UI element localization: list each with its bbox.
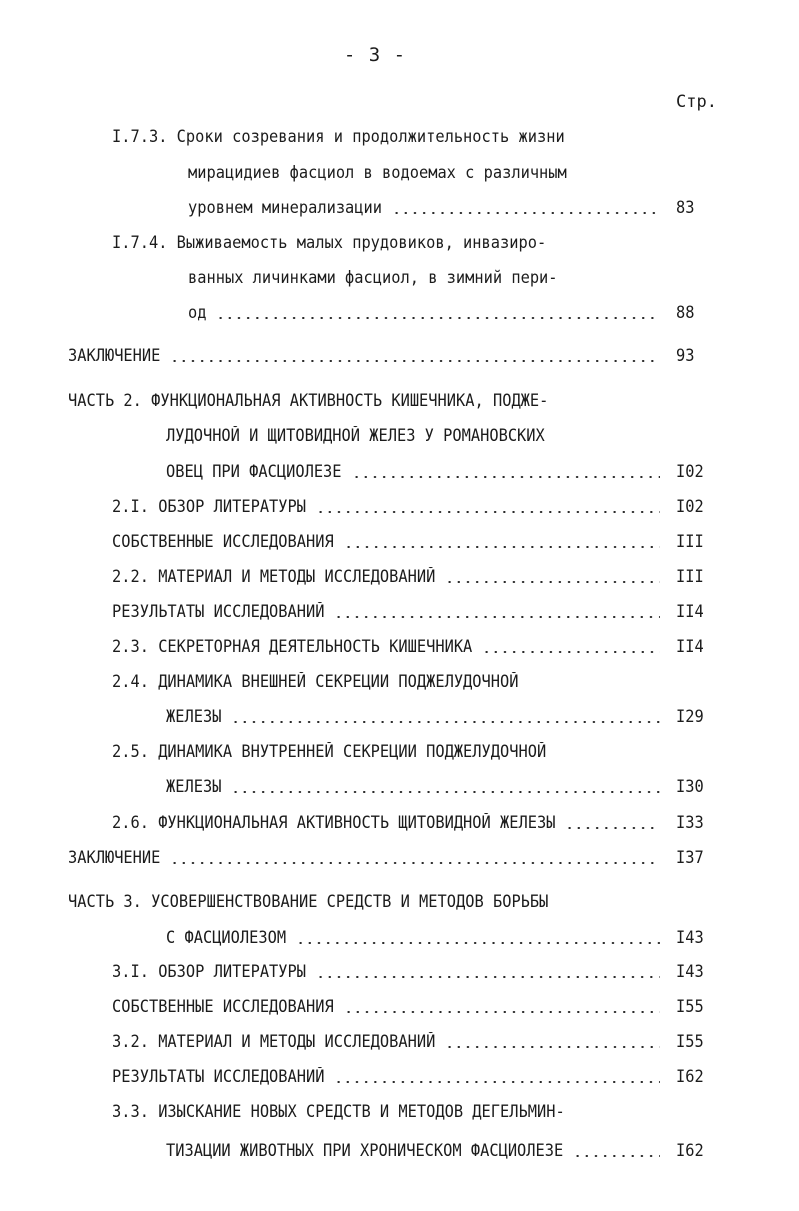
toc-entry-title: мирацидиев фасциол в водоемах с различным: [188, 163, 567, 182]
dot-leader: [231, 721, 660, 723]
dot-leader: [231, 791, 660, 793]
toc-entry-page: I30: [676, 777, 704, 796]
dot-leader: [565, 827, 660, 829]
dot-leader: [334, 616, 660, 618]
toc-entry-title: ЗАКЛЮЧЕНИЕ: [68, 848, 161, 867]
dot-leader: [573, 1155, 660, 1157]
toc-entry-title: ЖЕЛЕЗЫ: [166, 707, 222, 726]
toc-entry-page: II4: [676, 602, 704, 621]
toc-entry-title: ТИЗАЦИИ ЖИВОТНЫХ ПРИ ХРОНИЧЕСКОМ ФАСЦИОЛЕЗЕ: [166, 1141, 564, 1160]
toc-entry-title: 2.3. СЕКРЕТОРНАЯ ДЕЯТЕЛЬНОСТЬ КИШЕЧНИКА: [112, 637, 473, 656]
toc-entry-title: ЧАСТЬ 2. ФУНКЦИОНАЛЬНАЯ АКТИВНОСТЬ КИШЕЧНИКА, ПОДЖЕ-: [68, 391, 549, 410]
toc-entry-page: I29: [676, 707, 704, 726]
dot-leader: [445, 581, 660, 583]
dot-leader: [482, 651, 660, 653]
dot-leader: [316, 976, 660, 978]
toc-entry-title: РЕЗУЛЬТАТЫ ИССЛЕДОВАНИЙ: [112, 1067, 325, 1086]
toc-entry-page: 93: [676, 346, 695, 365]
page-column-label: Стр.: [676, 92, 717, 112]
toc-entry-title: 2.I. ОБЗОР ЛИТЕРАТУРЫ: [112, 497, 307, 516]
toc-entry-page: I43: [676, 962, 704, 981]
toc-entry-page: I02: [676, 462, 704, 481]
toc-entry-title: 3.2. МАТЕРИАЛ И МЕТОДЫ ИССЛЕДОВАНИЙ: [112, 1032, 436, 1051]
toc-entry-page: I55: [676, 997, 704, 1016]
toc-entry-title: 2.4. ДИНАМИКА ВНЕШНЕЙ СЕКРЕЦИИ ПОДЖЕЛУДОЧНОЙ: [112, 672, 519, 691]
dot-leader: [392, 212, 660, 214]
toc-entry-title: ЧАСТЬ 3. УСОВЕРШЕНСТВОВАНИЕ СРЕДСТВ И МЕТОДОВ БОРЬБЫ: [68, 892, 549, 911]
toc-entry-title: С ФАСЦИОЛЕЗОМ: [166, 928, 287, 947]
toc-entry-title: ванных личинками фасциол, в зимний пери-: [188, 268, 558, 287]
toc-entry-page: I37: [676, 848, 704, 867]
toc-entry-title: од: [188, 303, 207, 322]
toc-entry-title: СОБСТВЕННЫЕ ИССЛЕДОВАНИЯ: [112, 532, 334, 551]
page-number: - 3 -: [343, 44, 407, 66]
dot-leader: [170, 360, 660, 362]
toc-entry-page: I43: [676, 928, 704, 947]
dot-leader: [170, 862, 660, 864]
dot-leader: [344, 1011, 660, 1013]
toc-entry-title: СОБСТВЕННЫЕ ИССЛЕДОВАНИЯ: [112, 997, 334, 1016]
toc-entry-page: I33: [676, 813, 704, 832]
toc-entry-page: I02: [676, 497, 704, 516]
toc-entry-title: 3.3. ИЗЫСКАНИЕ НОВЫХ СРЕДСТВ И МЕТОДОВ ДЕГЕЛЬМИН-: [112, 1102, 565, 1121]
dot-leader: [316, 511, 660, 513]
toc-entry-page: III: [676, 532, 704, 551]
dot-leader: [216, 317, 660, 319]
toc-entry-title: 2.2. МАТЕРИАЛ И МЕТОДЫ ИССЛЕДОВАНИЙ: [112, 567, 436, 586]
toc-entry-title: уровнем минерализации: [188, 198, 383, 217]
toc-entry-title: ЛУДОЧНОЙ И ЩИТОВИДНОЙ ЖЕЛЕЗ У РОМАНОВСКИХ: [166, 426, 545, 445]
toc-entry-title: 2.6. ФУНКЦИОНАЛЬНАЯ АКТИВНОСТЬ ЩИТОВИДНОЙ ЖЕЛЕЗЫ: [112, 813, 556, 832]
toc-entry-title: ОВЕЦ ПРИ ФАСЦИОЛЕЗЕ: [166, 462, 342, 481]
dot-leader: [344, 546, 660, 548]
toc-entry-page: I62: [676, 1067, 704, 1086]
toc-entry-title: ЗАКЛЮЧЕНИЕ: [68, 346, 161, 365]
dot-leader: [334, 1081, 660, 1083]
toc-entry-page: I62: [676, 1141, 704, 1160]
toc-entry-title: 2.5. ДИНАМИКА ВНУТРЕННЕЙ СЕКРЕЦИИ ПОДЖЕЛУДОЧНОЙ: [112, 742, 547, 761]
dot-leader: [352, 476, 660, 478]
toc-entry-page: 88: [676, 303, 695, 322]
toc-entry-page: 83: [676, 198, 695, 217]
toc-entry-title: ЖЕЛЕЗЫ: [166, 777, 222, 796]
toc-entry-page: I55: [676, 1032, 704, 1051]
toc-entry-page: III: [676, 567, 704, 586]
toc-entry-title: 3.I. ОБЗОР ЛИТЕРАТУРЫ: [112, 962, 307, 981]
dot-leader: [296, 942, 660, 944]
dot-leader: [445, 1046, 660, 1048]
toc-entry-page: II4: [676, 637, 704, 656]
toc-entry-title: I.7.3. Сроки созревания и продолжительность жизни: [112, 127, 565, 146]
toc-entry-title: РЕЗУЛЬТАТЫ ИССЛЕДОВАНИЙ: [112, 602, 325, 621]
toc-entry-title: I.7.4. Выживаемость малых прудовиков, инвазиро-: [112, 233, 547, 252]
